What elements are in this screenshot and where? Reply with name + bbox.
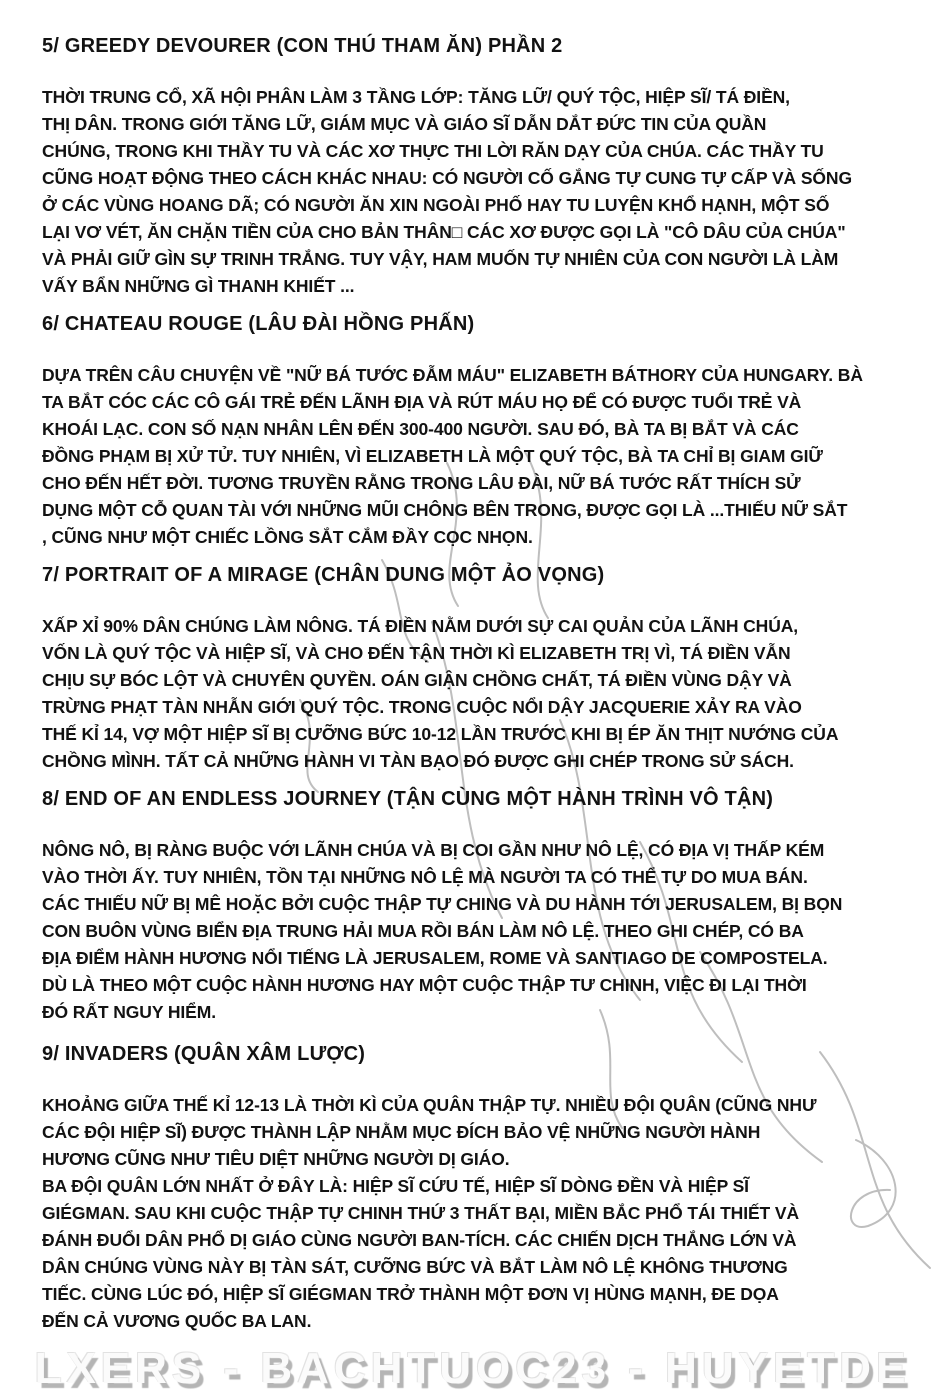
section-paragraph <box>42 837 909 1026</box>
text-line: VÀO THỜI ẤY. TUY NHIÊN, TỒN TẠI NHỮNG NÔ LỆ MÀ NGƯỜI TA CÓ THỂ TỰ DO MUA BÁN. <box>42 867 808 887</box>
text-line: DÙ LÀ THEO MỘT CUỘC HÀNH HƯƠNG HAY MỘT CUỘC THẬP TƯ CHINH, VIỆC ĐI LẠI THỜI <box>42 975 807 995</box>
text-line: DỤNG MỘT CỖ QUAN TÀI VỚI NHỮNG MŨI CHÔNG BÊN TRONG, ĐƯỢC GỌI LÀ ...THIẾU NỮ SẮT <box>42 500 848 520</box>
section-heading: 7/ PORTRAIT OF A MIRAGE (CHÂN DUNG MỘT ẢO VỌNG) <box>42 564 605 586</box>
section-paragraph <box>42 362 909 551</box>
text-line: , CŨNG NHƯ MỘT CHIẾC LỒNG SẮT CẮM ĐẦY CỌC NHỌN. <box>42 527 533 547</box>
text-line: XẤP XỈ 90% DÂN CHÚNG LÀM NÔNG. TÁ ĐIỀN NẰM DƯỚI SỰ CAI QUẢN CỦA LÃNH CHÚA, <box>42 616 799 636</box>
text-line: ĐÁNH ĐUỔI DÂN PHỔ DỊ GIÁO CÙNG NGƯỜI BAN-TÍCH. CÁC CHIẾN DỊCH THẮNG LỚN VÀ <box>42 1230 797 1250</box>
text-line: Ở CÁC VÙNG HOANG DÃ; CÓ NGƯỜI ĂN XIN NGOÀI PHỐ HAY TU LUYỆN KHỔ HẠNH, MỘT SỐ <box>42 195 830 215</box>
text-line: LẠI VƠ VÉT, ĂN CHẶN TIỀN CỦA CHO BẢN THÂN□ CÁC XƠ ĐƯỢC GỌI LÀ "CÔ DÂU CỦA CHÚA" <box>42 222 846 242</box>
text-line: KHOÁI LẠC. CON SỐ NẠN NHÂN LÊN ĐẾN 300-400 NGƯỜI. SAU ĐÓ, BÀ TA BỊ BẮT VÀ CÁC <box>42 419 799 439</box>
text-line: VÀ PHẢI GIỮ GÌN SỰ TRINH TRẮNG. TUY VẬY, HAM MUỐN TỰ NHIÊN CỦA CON NGƯỜI LÀ LÀM <box>42 249 839 269</box>
section-heading: 5/ GREEDY DEVOURER (CON THÚ THAM ĂN) PHẦN 2 <box>42 35 563 57</box>
section-chateau-rouge <box>42 312 909 551</box>
section-paragraph <box>42 84 909 300</box>
text-line: CHO ĐẾN HẾT ĐỜI. TƯƠNG TRUYỀN RẰNG TRONG LÂU ĐÀI, NỮ BÁ TƯỚC RẤT THÍCH SỬ <box>42 473 801 493</box>
credits-watermark: LXERS - BACHTUOC23 - HUYETDE <box>34 1344 911 1393</box>
text-line: ĐÓ RẤT NGUY HIỂM. <box>42 1002 216 1022</box>
text-line: VỐN LÀ QUÝ TỘC VÀ HIỆP SĨ, VÀ CHO ĐẾN TẬN THỜI KÌ ELIZABETH TRỊ VÌ, TÁ ĐIỀN VẪN <box>42 643 791 663</box>
text-line: NÔNG NÔ, BỊ RÀNG BUỘC VỚI LÃNH CHÚA VÀ BỊ COI GẦN NHƯ NÔ LỆ, CÓ ĐỊA VỊ THẤP KÉM <box>42 840 825 860</box>
text-line: HƯƠNG CŨNG NHƯ TIÊU DIỆT NHỮNG NGƯỜI DỊ GIÁO. <box>42 1149 510 1169</box>
text-line: CHỊU SỰ BÓC LỘT VÀ CHUYÊN QUYỀN. OÁN GIẬN CHỒNG CHẤT, TÁ ĐIỀN VÙNG DẬY VÀ <box>42 670 792 690</box>
text-line: DÂN CHÚNG VÙNG NÀY BỊ TÀN SÁT, CƯỠNG BỨC VÀ BẮT LÀM NÔ LỆ KHÔNG THƯƠNG <box>42 1257 788 1277</box>
text-line: DỰA TRÊN CÂU CHUYỆN VỀ "NỮ BÁ TƯỚC ĐẪM MÁU" ELIZABETH BÁTHORY CỦA HUNGARY. BÀ <box>42 365 863 385</box>
text-line: TIẾC. CÙNG LÚC ĐÓ, HIỆP SĨ GIÉGMAN TRỞ THÀNH MỘT ĐƠN VỊ HÙNG MẠNH, ĐE DỌA <box>42 1284 779 1304</box>
text-line: ĐỒNG PHẠM BỊ XỬ TỬ. TUY NHIÊN, VÌ ELIZABETH LÀ MỘT QUÝ TỘC, BÀ TA CHỈ BỊ GIAM GIỮ <box>42 446 823 466</box>
text-line: VẤY BẨN NHỮNG GÌ THANH KHIẾT ... <box>42 276 355 296</box>
text-line: CÁC ĐỘI HIỆP SĨ) ĐƯỢC THÀNH LẬP NHẰM MỤC ĐÍCH BẢO VỆ NHỮNG NGƯỜI HÀNH <box>42 1122 761 1142</box>
section-paragraph <box>42 1092 909 1335</box>
section-heading: 8/ END OF AN ENDLESS JOURNEY (TẬN CÙNG MỘT HÀNH TRÌNH VÔ TẬN) <box>42 788 774 810</box>
section-paragraph <box>42 613 909 775</box>
text-line: KHOẢNG GIỮA THẾ KỈ 12-13 LÀ THỜI KÌ CỦA QUÂN THẬP TỰ. NHIỀU ĐỘI QUÂN (CŨNG NHƯ <box>42 1095 817 1115</box>
text-line: THẾ KỈ 14, VỢ MỘT HIỆP SĨ BỊ CƯỠNG BỨC 10-12 LẦN TRƯỚC KHI BỊ ÉP ĂN THỊT NƯỚNG CỦA <box>42 724 839 744</box>
text-line: CŨNG HOẠT ĐỘNG THEO CÁCH KHÁC NHAU: CÓ NGƯỜI CỐ GẮNG TỰ CUNG TỰ CẤP VÀ SỐNG <box>42 168 852 188</box>
section-end-of-an-endless-journey <box>42 787 909 1026</box>
text-line: CHÚNG, TRONG KHI THẦY TU VÀ CÁC XƠ THỰC THI LỜI RĂN DẠY CỦA CHÚA. CÁC THẦY TU <box>42 141 824 161</box>
text-line: TRỪNG PHẠT TÀN NHẪN GIỚI QUÝ TỘC. TRONG CUỘC NỔI DẬY JACQUERIE XẢY RA VÀO <box>42 697 802 717</box>
section-heading: 6/ CHATEAU ROUGE (LÂU ĐÀI HỒNG PHẤN) <box>42 313 475 335</box>
text-line: ĐỊA ĐIỂM HÀNH HƯƠNG NỔI TIẾNG LÀ JERUSALEM, ROME VÀ SANTIAGO DE COMPOSTELA. <box>42 948 828 968</box>
text-line: THỜI TRUNG CỔ, XÃ HỘI PHÂN LÀM 3 TẦNG LỚP: TĂNG LỮ/ QUÝ TỘC, HIỆP SĨ/ TÁ ĐIỀN, <box>42 87 790 107</box>
section-greedy-devourer <box>42 34 909 300</box>
text-line: THỊ DÂN. TRONG GIỚI TĂNG LỮ, GIÁM MỤC VÀ GIÁO SĨ DẪN DẮT ĐỨC TIN CỦA QUẦN <box>42 114 767 134</box>
text-line: CÁC THIẾU NỮ BỊ MÊ HOẶC BỞI CUỘC THẬP TỰ CHING VÀ DU HÀNH TỚI JERUSALEM, BỊ BỌN <box>42 894 843 914</box>
text-line: TA BẮT CÓC CÁC CÔ GÁI TRẺ ĐẾN LÃNH ĐỊA VÀ RÚT MÁU HỌ ĐỂ CÓ ĐƯỢC TUỔI TRẺ VÀ <box>42 392 802 412</box>
section-invaders <box>42 1042 909 1335</box>
section-portrait-of-a-mirage <box>42 563 909 775</box>
text-line: BA ĐỘI QUÂN LỚN NHẤT Ở ĐÂY LÀ: HIỆP SĨ CỨU TẾ, HIỆP SĨ DÒNG ĐỀN VÀ HIỆP SĨ <box>42 1176 749 1196</box>
section-heading: 9/ INVADERS (QUÂN XÂM LƯỢC) <box>42 1043 366 1065</box>
text-line: GIÉGMAN. SAU KHI CUỘC THẬP TỰ CHINH THỨ 3 THẤT BẠI, MIỀN BẮC PHỔ TÁI THIẾT VÀ <box>42 1203 799 1223</box>
text-line: ĐẾN CẢ VƯƠNG QUỐC BA LAN. <box>42 1311 312 1331</box>
text-line: CON BUÔN VÙNG BIỂN ĐỊA TRUNG HẢI MUA RỒI BÁN LÀM NÔ LỆ. THEO GHI CHÉP, CÓ BA <box>42 921 804 941</box>
text-line: CHỒNG MÌNH. TẤT CẢ NHỮNG HÀNH VI TÀN BẠO ĐÓ ĐƯỢC GHI CHÉP TRONG SỬ SÁCH. <box>42 751 794 771</box>
